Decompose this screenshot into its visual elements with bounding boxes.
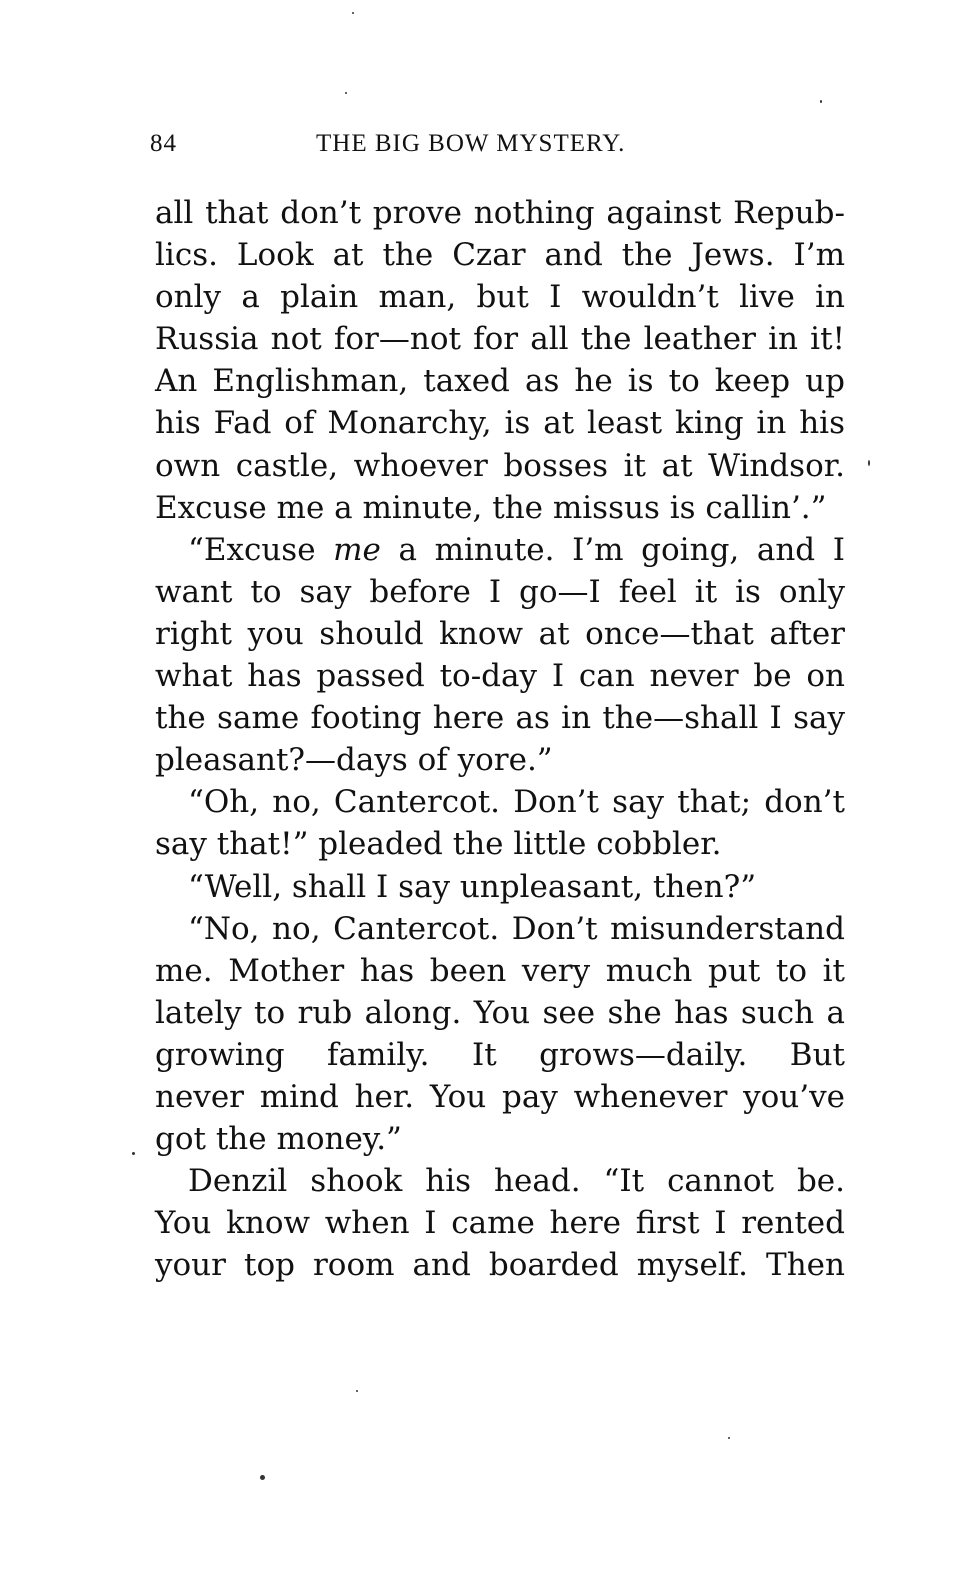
- text-line: only a plain man, but I wouldn’t live in: [155, 279, 845, 316]
- scan-speck: [260, 1475, 265, 1480]
- text-line: growing family. It grows—daily. But: [155, 1036, 845, 1073]
- running-title: THE BIG BOW MYSTERY.: [316, 130, 626, 157]
- scan-speck: [345, 92, 347, 94]
- text-line: the same footing here as in the—shall I say: [155, 700, 845, 737]
- text-line: never mind her. You pay whenever you’ve: [155, 1078, 845, 1115]
- page-header: [150, 130, 850, 166]
- scan-speck: [728, 1437, 730, 1439]
- text-line: You know when I came here first I rented: [155, 1205, 845, 1242]
- scan-speck: [132, 1152, 135, 1155]
- body-text: [155, 192, 845, 1286]
- text-line: “Well, shall I say unpleasant, then?”: [188, 868, 757, 905]
- text-line: Russia not for—not for all the leather in it!: [155, 321, 845, 358]
- text-line: “No, no, Cantercot. Don’t misunderstand: [188, 910, 845, 947]
- text-line: me. Mother has been very much put to it: [155, 952, 845, 989]
- text-line: lics. Look at the Czar and the Jews. I’m: [155, 237, 845, 274]
- text-line: “Excuse me a minute. I’m going, and I: [188, 531, 846, 568]
- scan-speck: [868, 460, 870, 466]
- text-line: his Fad of Monarchy, is at least king in his: [155, 405, 845, 442]
- text-line: own castle, whoever bosses it at Windsor.: [155, 447, 845, 484]
- text-line: Excuse me a minute, the missus is callin’.”: [155, 489, 827, 526]
- text-line: pleasant?—days of yore.”: [155, 742, 553, 779]
- text-line: Denzil shook his head. “It cannot be.: [188, 1163, 845, 1200]
- text-line: want to say before I go—I feel it is only: [155, 573, 845, 610]
- scan-speck: [352, 12, 354, 14]
- text-line: all that don’t prove nothing against Repub-: [155, 195, 845, 231]
- text-line: lately to rub along. You see she has such a: [155, 994, 845, 1031]
- page-number: 84: [150, 130, 177, 157]
- scan-speck: [356, 1390, 358, 1392]
- text-line: your top room and boarded myself. Then: [155, 1247, 845, 1284]
- scan-speck: [820, 100, 822, 103]
- text-line: right you should know at once—that after: [155, 615, 845, 652]
- text-line: got the money.”: [155, 1121, 402, 1158]
- text-line: “Oh, no, Cantercot. Don’t say that; don’t: [188, 784, 845, 821]
- text-line: An Englishman, taxed as he is to keep up: [155, 363, 845, 400]
- text-line: say that!” pleaded the little cobbler.: [155, 826, 722, 863]
- text-line: what has passed to-day I can never be on: [155, 658, 845, 695]
